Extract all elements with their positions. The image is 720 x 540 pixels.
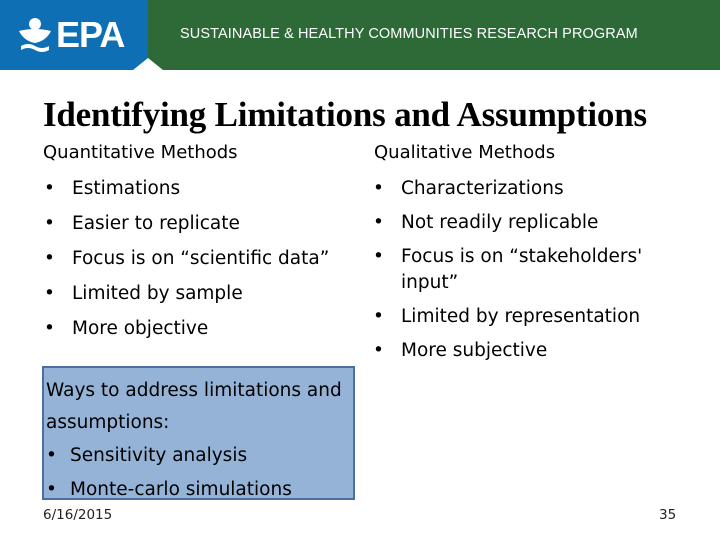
header-notch bbox=[133, 58, 163, 70]
program-bar bbox=[148, 0, 720, 70]
page-number: 35 bbox=[659, 507, 677, 523]
callout-text bbox=[46, 375, 342, 507]
list-item: • Characterizations bbox=[373, 176, 663, 210]
list-item: • Monte-carlo simulations bbox=[46, 473, 342, 507]
slide-title: Identifying Limitations and Assumptions bbox=[43, 95, 647, 134]
qualitative-list bbox=[373, 176, 663, 372]
list-item: • More objective bbox=[44, 316, 329, 351]
list-item: • Focus is on “stakeholders' input” bbox=[373, 244, 663, 304]
program-title: SUSTAINABLE & HEALTHY COMMUNITIES RESEARCH PROGRAM bbox=[180, 26, 638, 42]
list-item: • Easier to replicate bbox=[44, 211, 329, 246]
list-item: • Focus is on “scientific data” bbox=[44, 246, 329, 281]
callout-list bbox=[46, 439, 342, 507]
footer-date: 6/16/2015 bbox=[43, 507, 113, 523]
quantitative-heading: Quantitative Methods bbox=[43, 142, 238, 163]
epa-logo-text: EPA bbox=[56, 14, 125, 55]
epa-logo bbox=[0, 0, 148, 70]
list-item: • More subjective bbox=[373, 338, 663, 372]
list-item: • Not readily replicable bbox=[373, 210, 663, 244]
qualitative-heading: Qualitative Methods bbox=[374, 142, 556, 163]
list-item: • Sensitivity analysis bbox=[46, 439, 342, 473]
list-item: • Estimations bbox=[44, 176, 329, 211]
list-item: • Limited by representation bbox=[373, 304, 663, 338]
epa-flower-icon bbox=[16, 15, 54, 55]
list-item: • Limited by sample bbox=[44, 281, 329, 316]
callout-heading-line1: Ways to address limitations and bbox=[46, 380, 342, 401]
quantitative-list bbox=[44, 176, 329, 351]
callout-heading-line2: assumptions: bbox=[46, 412, 170, 433]
slide-header bbox=[0, 0, 720, 70]
